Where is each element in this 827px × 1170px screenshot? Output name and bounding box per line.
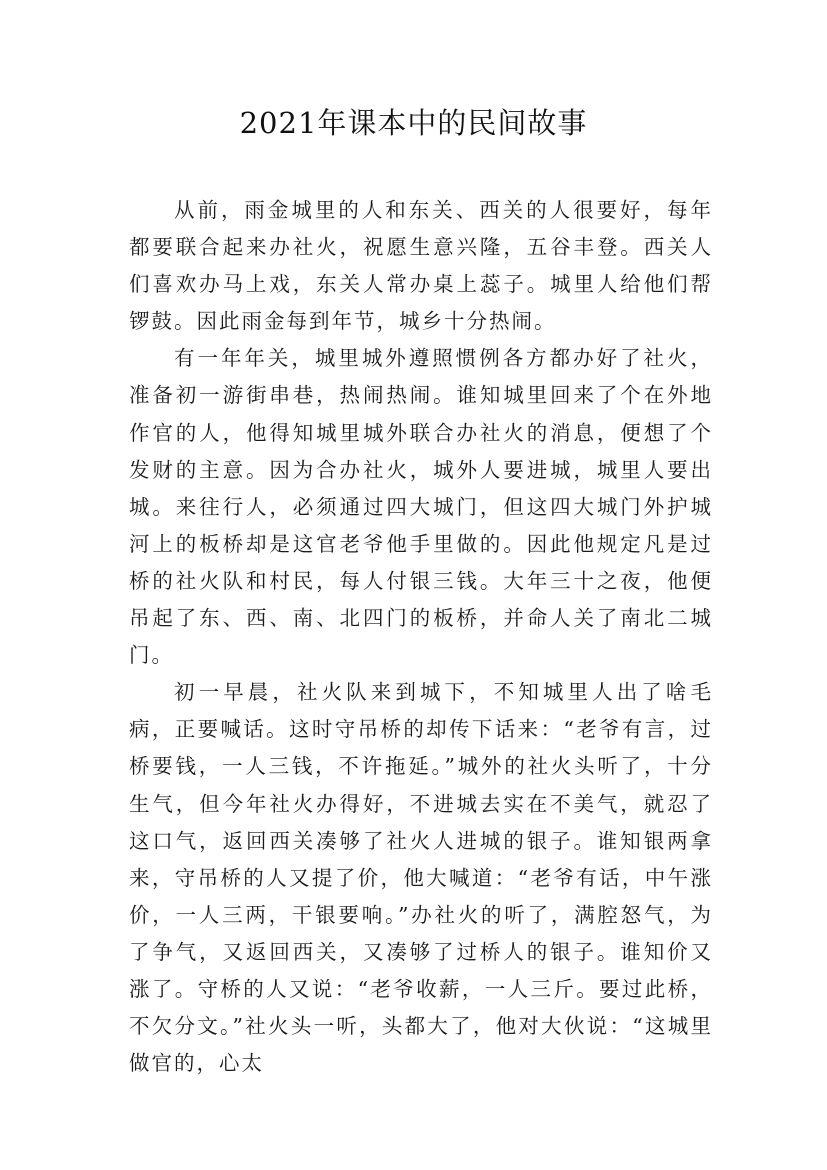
paragraph-2: 有一年年关，城里城外遵照惯例各方都办好了社火，准备初一游街串巷，热闹热闹。谁知城里回来了个在外地作官的人，他得知城里城外联合办社火的消息，便想了个发财的主意。因为合办社火，城外人要进城，城里人要出城。来往行人，必须通过四大城门，但这四大城门外护城河上的板桥却是这官老爷他手里做的。因此他规定凡是过桥的社火队和村民，每人付银三钱。大年三十之夜，他便吊起了东、西、南、北四门的板桥，并命人关了南北二城门。: [129, 346, 713, 668]
document-body: [129, 192, 713, 1082]
paragraph-3: 初一早晨，社火队来到城下，不知城里人出了啥毛病，正要喊话。这时守吊桥的却传下话来：“老爷有言，过桥要钱，一人三钱，不许拖延。”城外的社火头听了，十分生气，但今年社火办得好，不进城去实在不美气，就忍了这口气，返回西关凑够了社火人进城的银子。谁知银两拿来，守吊桥的人又提了价，他大喊道：“老爷有话，中午涨价，一人三两，干银要响。”办社火的听了，满腔怒气，为了争气，又返回西关，又凑够了过桥人的银子。谁知价又涨了。守桥的人又说：“老爷收薪，一人三斤。要过此桥，不欠分文。”社火头一听，头都大了，他对大伙说：“这城里做官的，心太: [129, 680, 713, 1076]
document-title: 2021年课本中的民间故事: [239, 106, 588, 140]
paragraph-1: 从前，雨金城里的人和东关、西关的人很要好，每年都要联合起来办社火，祝愿生意兴隆，五谷丰登。西关人们喜欢办马上戏，东关人常办桌上蕊子。城里人给他们帮锣鼓。因此雨金每到年节，城乡十分热闹。: [129, 198, 713, 334]
